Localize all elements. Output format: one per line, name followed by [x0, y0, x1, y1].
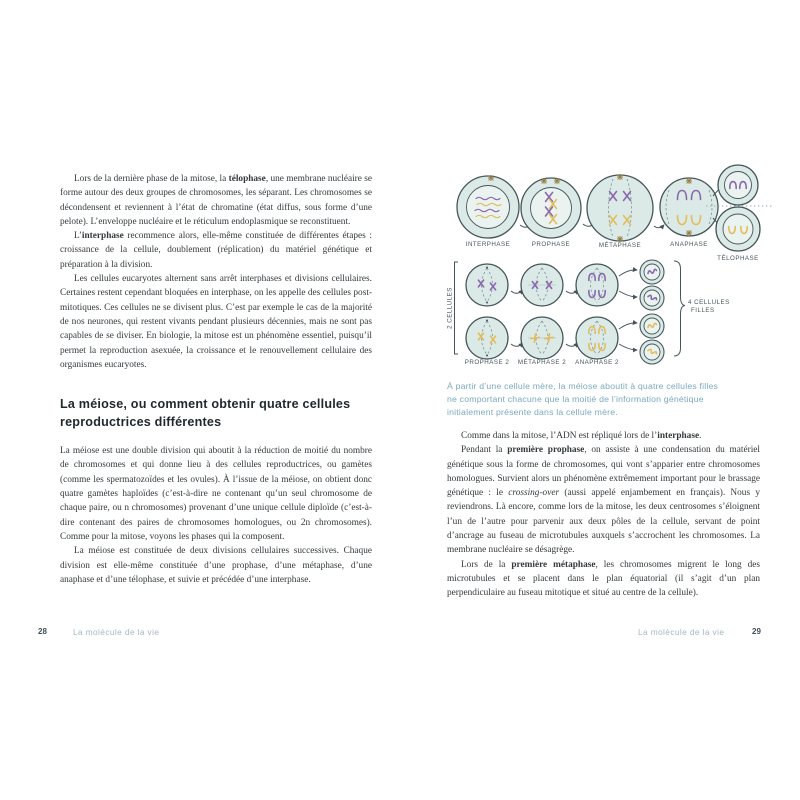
section-heading: [60, 396, 372, 431]
caption-line-2: ne comportant chacune que la moitié de l’information génétique: [447, 394, 704, 404]
left-page-text-column: [60, 172, 372, 587]
caption-line-3: initialement présente dans la cellule mère.: [447, 407, 618, 417]
cell-metaphase2-yellow: [521, 317, 563, 359]
label-interphase: INTERPHASE: [465, 241, 511, 248]
cell-interphase: [457, 175, 519, 238]
centrosome-icon: [488, 175, 494, 181]
right-running-title: La molécule de la vie: [638, 627, 725, 637]
meiosis-diagram: [447, 158, 775, 380]
label-prophase: PROPHASE: [531, 241, 571, 248]
paragraph-telophase: Lors de la dernière phase de la mitose, la télophase, une membrane nucléaire se forme autour des deux groupes de chromosomes, les séparant. Les chromosomes se décondensent et reviennent à l’état de chromatine (état diffus, sous forme d’une pelote). L’enveloppe nucléaire et le réticulum endoplasmique se reconstituent.: [60, 174, 373, 227]
paragraph-premiere-prophase: Pendant la première prophase, on assiste à une condensation du matériel génétique sous la forme de chromosomes, qui vont s’apparier entre chromosomes homologues. Survient alors un phénomène extrêmement important pour le brassage génétique : le crossing-over (aussi appelé enjambement en français). Nous y reviendrons. Là encore, comme lors de la mitose, les deux centrosomes s’éloignent l’un de l’autre pour parvenir aux deux pôles de la cellule, servant de point d’ancrage au fuseau de microtubules auxquels s’accrochent les chromosomes. La membrane nucléaire se désagrège.: [447, 445, 760, 556]
arrow-icon: [619, 323, 637, 329]
right-page-text-column: [447, 429, 760, 601]
paragraph-adn-replication: Comme dans la mitose, l’ADN est répliqué lors de l’interphase.: [461, 431, 702, 441]
label-anaphase2: ANAPHASE 2: [575, 359, 619, 366]
meiosis-second-division-row: [447, 260, 730, 366]
daughter-cell-3: [640, 314, 664, 338]
cell-anaphase2-yellow: [576, 317, 618, 359]
label-2-cellules: 2 CELLULES: [447, 287, 454, 329]
cell-anaphase2-purple: [576, 264, 618, 306]
paragraph-meiose-definition: La méiose est une double division qui aboutit à la réduction de moitié du nombre de chromosomes et qui donne lieu à des cellules reproductrices, ou gamètes (comme les spermatozoïdes et les ovules). À l’issue de la méiose, on obtient donc quatre gamètes haploïdes (c’est-à-dire ne contenant qu’un seul chromosome de chaque paire, ou n chromosomes) provenant d’une unique cellule diploïde (c’est-à-dire contenant des paires de chromosomes homologues, ou 2n chromosomes). Comme pour la mitose, voyons les phases qui la composent.: [60, 446, 372, 542]
label-4-cellules-filles-line1: 4 CELLULES: [688, 299, 730, 306]
mitosis-row: [457, 165, 772, 262]
right-brace: [674, 261, 685, 356]
heading-line-1: La méiose, ou comment obtenir quatre cellules: [60, 397, 351, 412]
label-prophase2: PROPHASE 2: [464, 359, 510, 366]
cell-prophase: [521, 178, 581, 238]
cell-metaphase2-purple: [521, 264, 563, 306]
centrosome-icon: [617, 174, 623, 180]
left-running-title: La molécule de la vie: [73, 627, 160, 637]
centrosome-icon: [686, 230, 692, 236]
arrow-icon: [654, 225, 664, 228]
figure-caption: [447, 380, 755, 419]
centrosome-icon: [686, 178, 692, 184]
label-metaphase: MÉTAPHASE: [598, 242, 642, 249]
label-4-cellules-filles-line2: FILLES: [691, 307, 715, 314]
cell-metaphase: [587, 174, 653, 242]
daughter-cell-1: [640, 260, 664, 284]
caption-line-1: À partir d’une cellule mère, la méiose aboutit à quatre cellules filles: [447, 381, 719, 391]
label-metaphase2: MÉTAPHASE 2: [517, 359, 567, 366]
cell-anaphase: [660, 178, 718, 236]
daughter-cell-4: [640, 340, 664, 364]
left-page-number: 28: [38, 627, 47, 636]
paragraph-premiere-metaphase: Lors de la première métaphase, les chromosomes migrent le long des microtubules et se placent dans le plan équatorial (il s’agit d’un plan perpendiculaire au fuseau mitotique et situé au centre de la cellule).: [447, 559, 760, 599]
cell-prophase2-purple: [466, 264, 508, 306]
arrow-icon: [619, 344, 637, 350]
daughter-cell-2: [640, 286, 664, 310]
paragraph-meiose-divisions: La méiose est constituée de deux divisions cellulaires successives. Chaque division est elle-même constituée d’une prophase, d’une métaphase, d’une anaphase et d’une télophase, et suivie et précédée d’une interphase.: [60, 546, 372, 585]
paragraph-interphase: L’interphase recommence alors, elle-même constituée de différentes étapes : croissance de la cellule, doublement (réplication) du matériel génétique et préparation à la division.: [60, 231, 372, 270]
centrosome-icon: [554, 178, 560, 184]
arrow-icon: [619, 270, 637, 276]
label-anaphase: ANAPHASE: [670, 241, 708, 248]
centrosome-icon: [541, 178, 547, 184]
paragraph-eucaryotes: Les cellules eucaryotes alternent sans arrêt interphases et divisions cellulaires. Certaines restent cependant bloquées en interphase, on les appelle des cellules post-mitotiques. Ces cellules ne se divisent plus. C’est par exemple le cas de la majorité de nos neurones, qui restent vivants pendant plusieurs décennies, mais ne sont pas capables de se diviser. En biologie, la mitose est un phénomène essentiel, puisqu’il permet la reproduction asexuée, la croissance et le renouvellement cellulaire des organismes eucaryotes.: [60, 274, 372, 370]
arrow-icon: [619, 291, 637, 297]
heading-line-2: reproductrices différentes: [60, 414, 222, 429]
right-page-number: 29: [752, 627, 761, 636]
left-bracket: [455, 262, 459, 354]
cell-prophase2-yellow: [466, 317, 508, 359]
label-telophase: TÉLOPHASE: [717, 255, 759, 262]
